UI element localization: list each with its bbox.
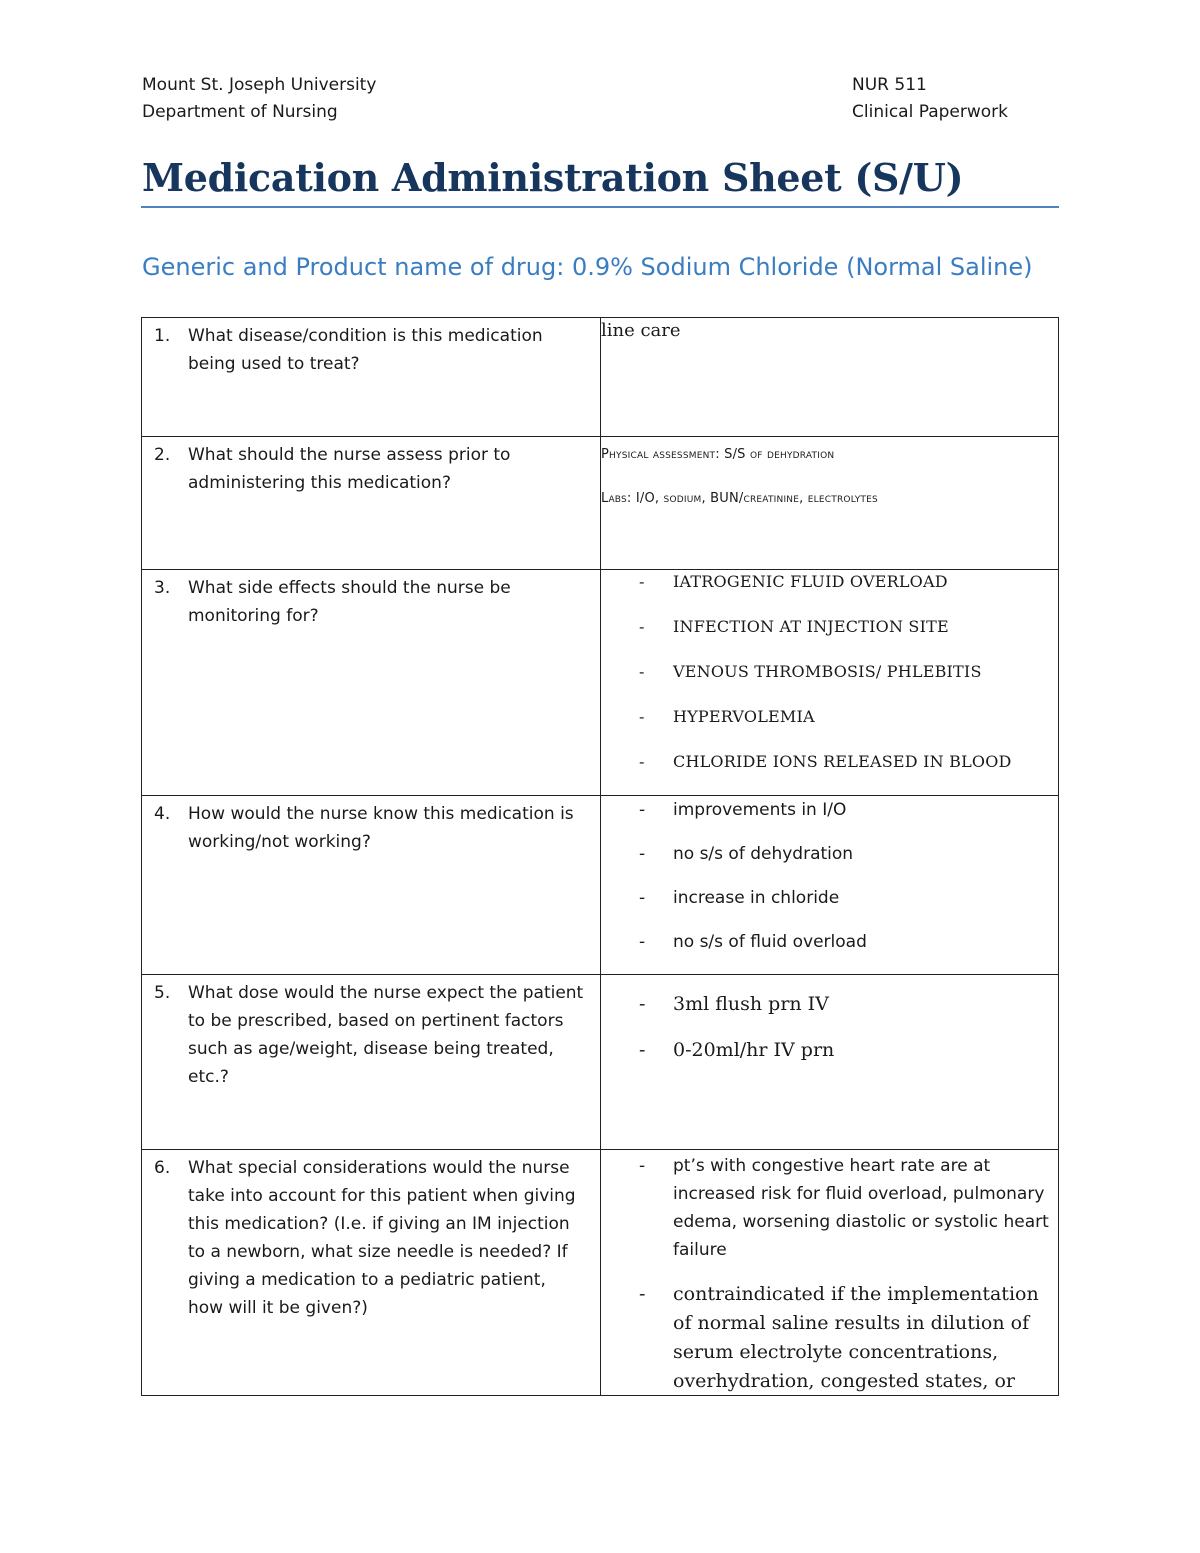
dash-bullet: -: [639, 932, 646, 952]
table-row-3: [142, 570, 1059, 796]
dash-bullet: -: [639, 572, 645, 591]
table-row-4: [142, 796, 1059, 975]
dash-bullet: -: [639, 617, 645, 636]
question-text: What disease/condition is this medication being used to treat?: [188, 326, 543, 374]
question-cell: [142, 318, 601, 437]
university-name: Mount St. Joseph University: [142, 75, 377, 95]
considerations-list: [601, 1152, 1058, 1392]
answer-cell: [601, 318, 1059, 437]
question-cell: [142, 437, 601, 570]
dash-bullet: -: [639, 844, 646, 864]
question-number: 4.: [154, 804, 171, 824]
question-text: What side effects should the nurse be monitoring for?: [188, 578, 511, 626]
list-item: - VENOUS THROMBOSIS/ PHLEBITIS: [601, 660, 1058, 684]
question-number: 5.: [154, 983, 171, 1003]
paperwork-label: Clinical Paperwork: [852, 102, 1008, 122]
list-item: - pt’s with congestive heart rate are at increased risk for fluid overload, pulmonary edema, worsening diastolic or systolic heart failure: [601, 1152, 1058, 1264]
list-item: - 0-20ml/hr IV prn: [601, 1037, 1058, 1063]
medication-table: [141, 317, 1059, 1396]
list-item: - 3ml flush prn IV: [601, 991, 1058, 1017]
list-item: - improvements in I/O: [601, 798, 1058, 822]
labs-text: Labs: I/O, sodium, BUN/creatinine, electrolytes: [601, 491, 878, 506]
table-row-6: [142, 1150, 1059, 1396]
list-item: - increase in chloride: [601, 886, 1058, 910]
table-row-2: [142, 437, 1059, 570]
answer-cell: [601, 437, 1059, 570]
list-item: - contraindicated if the implementation of normal saline results in dilution of serum electrolyte concentrations, overhydration, congested states, or: [601, 1280, 1058, 1392]
dash-bullet: -: [639, 662, 645, 681]
answer-cell: [601, 975, 1059, 1150]
list-item: - no s/s of dehydration: [601, 842, 1058, 866]
answer-text: line care: [601, 320, 681, 341]
dash-bullet: -: [639, 1156, 646, 1176]
question-cell: [142, 570, 601, 796]
physical-assessment-text: Physical assessment: S/S of dehydration: [601, 447, 835, 462]
answer-cell: [601, 1150, 1059, 1396]
effectiveness-list: [601, 798, 1058, 954]
department-name: Department of Nursing: [142, 102, 338, 122]
dash-bullet: -: [639, 1283, 646, 1305]
list-item: - no s/s of fluid overload: [601, 930, 1058, 954]
question-cell: [142, 796, 601, 975]
list-item: - INFECTION AT INJECTION SITE: [601, 615, 1058, 639]
question-text: What dose would the nurse expect the patient to be prescribed, based on pertinent factors such as age/weight, disease being treated, etc.?: [188, 983, 584, 1087]
title-divider: [141, 206, 1059, 208]
drug-name-heading: Generic and Product name of drug: 0.9% Sodium Chloride (Normal Saline): [142, 253, 1033, 281]
header-right: [852, 72, 1008, 126]
dash-bullet: -: [639, 888, 646, 908]
list-item: - CHLORIDE IONS RELEASED IN BLOOD: [601, 750, 1058, 774]
side-effects-list: [601, 570, 1058, 774]
question-number: 3.: [154, 578, 171, 598]
list-item: - HYPERVOLEMIA: [601, 705, 1058, 729]
dash-bullet: -: [639, 1039, 646, 1061]
question-number: 6.: [154, 1158, 171, 1178]
dose-list: [601, 991, 1058, 1063]
dash-bullet: -: [639, 800, 646, 820]
question-cell: [142, 975, 601, 1150]
table-row-1: [142, 318, 1059, 437]
considerations-clip: [601, 1152, 1058, 1392]
page-title: Medication Administration Sheet (S/U): [142, 155, 964, 200]
answer-cell: [601, 796, 1059, 975]
list-item: - IATROGENIC FLUID OVERLOAD: [601, 570, 1058, 594]
question-number: 1.: [154, 326, 171, 346]
course-code: NUR 511: [852, 75, 927, 95]
dash-bullet: -: [639, 993, 646, 1015]
table-row-5: [142, 975, 1059, 1150]
answer-cell: [601, 570, 1059, 796]
question-text: What should the nurse assess prior to administering this medication?: [188, 445, 511, 493]
question-text: How would the nurse know this medication is working/not working?: [188, 804, 574, 852]
dash-bullet: -: [639, 752, 645, 771]
question-number: 2.: [154, 445, 171, 465]
dash-bullet: -: [639, 707, 645, 726]
header-left: [142, 72, 376, 126]
question-cell: [142, 1150, 601, 1396]
question-text: What special considerations would the nurse take into account for this patient when giving this medication? (I.e. if giving an IM injection to a newborn, what size needle is needed? If giving a medication to a pediatric patient, how will it be given?): [188, 1158, 576, 1318]
